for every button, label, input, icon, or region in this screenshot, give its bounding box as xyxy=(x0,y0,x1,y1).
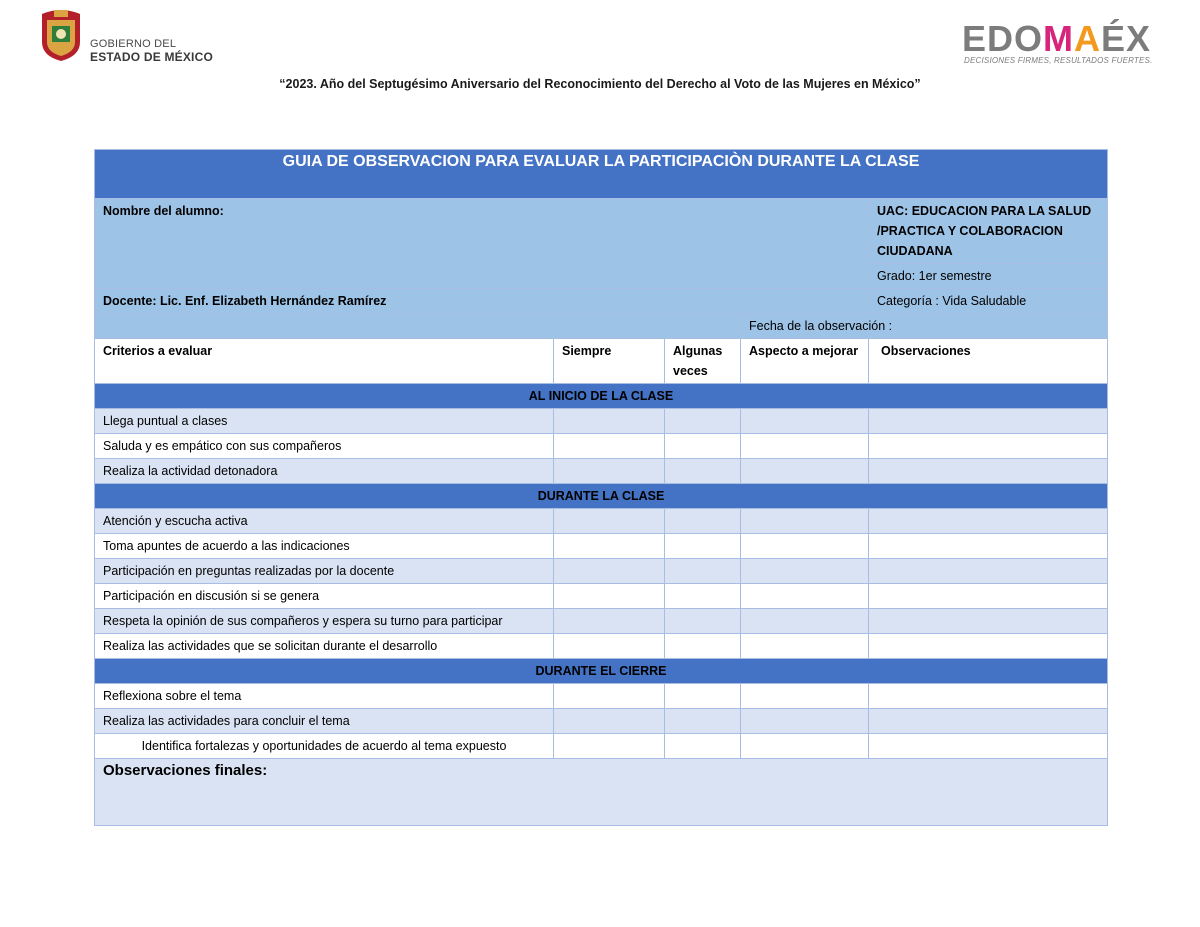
improve-cell[interactable] xyxy=(741,734,869,759)
observations-cell[interactable] xyxy=(869,709,1108,734)
improve-cell[interactable] xyxy=(741,609,869,634)
criterion-label: Respeta la opinión de sus compañeros y espera su turno para participar xyxy=(95,609,554,634)
sometimes-cell[interactable] xyxy=(665,509,741,534)
form-title-row xyxy=(95,150,1108,199)
observations-cell[interactable] xyxy=(869,434,1108,459)
table-row xyxy=(95,534,1108,559)
table-row xyxy=(95,684,1108,709)
sometimes-cell[interactable] xyxy=(665,709,741,734)
table-row xyxy=(95,634,1108,659)
section-header xyxy=(95,659,1108,684)
improve-cell[interactable] xyxy=(741,434,869,459)
always-cell[interactable] xyxy=(554,709,665,734)
edomex-logo xyxy=(962,20,1172,70)
criterion-label: Identifica fortalezas y oportunidades de acuerdo al tema expuesto xyxy=(95,734,554,759)
table-row xyxy=(95,409,1108,434)
table-row xyxy=(95,459,1108,484)
col-observations: Observaciones xyxy=(869,339,1108,384)
sometimes-cell[interactable] xyxy=(665,459,741,484)
criterion-label: Realiza las actividades para concluir el tema xyxy=(95,709,554,734)
col-improve: Aspecto a mejorar xyxy=(741,339,869,384)
table-row xyxy=(95,734,1108,759)
criterion-label: Realiza la actividad detonadora xyxy=(95,459,554,484)
category-label: Categoría : Vida Saludable xyxy=(869,289,1108,314)
observations-cell[interactable] xyxy=(869,584,1108,609)
table-row xyxy=(95,559,1108,584)
always-cell[interactable] xyxy=(554,434,665,459)
always-cell[interactable] xyxy=(554,609,665,634)
table-row xyxy=(95,434,1108,459)
improve-cell[interactable] xyxy=(741,634,869,659)
improve-cell[interactable] xyxy=(741,459,869,484)
sometimes-cell[interactable] xyxy=(665,559,741,584)
always-cell[interactable] xyxy=(554,584,665,609)
observation-date-field[interactable]: Fecha de la observación : xyxy=(741,314,1108,339)
sometimes-cell[interactable] xyxy=(665,409,741,434)
sometimes-cell[interactable] xyxy=(665,584,741,609)
section-title-start: AL INICIO DE LA CLASE xyxy=(95,384,1108,409)
always-cell[interactable] xyxy=(554,734,665,759)
government-logo xyxy=(38,8,238,66)
sometimes-cell[interactable] xyxy=(665,534,741,559)
table-row xyxy=(95,509,1108,534)
section-header xyxy=(95,484,1108,509)
criterion-label: Participación en preguntas realizadas por la docente xyxy=(95,559,554,584)
always-cell[interactable] xyxy=(554,409,665,434)
table-row xyxy=(95,709,1108,734)
improve-cell[interactable] xyxy=(741,684,869,709)
col-always: Siempre xyxy=(554,339,665,384)
final-observations-field[interactable]: Observaciones finales: xyxy=(95,759,1108,826)
criterion-label: Llega puntual a clases xyxy=(95,409,554,434)
column-header-row xyxy=(95,339,1108,384)
gov-line-2: ESTADO DE MÉXICO xyxy=(90,50,213,64)
observations-cell[interactable] xyxy=(869,734,1108,759)
brand-a: A xyxy=(1074,18,1102,59)
year-motto: “2023. Año del Septugésimo Aniversario del Reconocimiento del Derecho al Voto de las Mujeres en México” xyxy=(279,77,921,91)
uac-label: UAC: EDUCACION PARA LA SALUD /PRACTICA Y COLABORACION CIUDADANA xyxy=(869,199,1108,264)
criterion-label: Toma apuntes de acuerdo a las indicaciones xyxy=(95,534,554,559)
observations-cell[interactable] xyxy=(869,609,1108,634)
observations-cell[interactable] xyxy=(869,509,1108,534)
improve-cell[interactable] xyxy=(741,534,869,559)
always-cell[interactable] xyxy=(554,559,665,584)
sometimes-cell[interactable] xyxy=(665,684,741,709)
gov-line-1: GOBIERNO DEL xyxy=(90,38,177,50)
brand-slogan: DECISIONES FIRMES, RESULTADOS FUERTES. xyxy=(964,56,1153,65)
criterion-label: Participación en discusión si se genera xyxy=(95,584,554,609)
observations-cell[interactable] xyxy=(869,684,1108,709)
criterion-label: Saluda y es empático con sus compañeros xyxy=(95,434,554,459)
observations-cell[interactable] xyxy=(869,534,1108,559)
observation-guide-table xyxy=(94,149,1108,826)
sometimes-cell[interactable] xyxy=(665,634,741,659)
observations-cell[interactable] xyxy=(869,559,1108,584)
col-sometimes: Algunas veces xyxy=(665,339,741,384)
always-cell[interactable] xyxy=(554,534,665,559)
sometimes-cell[interactable] xyxy=(665,609,741,634)
form-title: GUIA DE OBSERVACION PARA EVALUAR LA PARTICIPACIÒN DURANTE LA CLASE xyxy=(95,150,1108,199)
col-criteria: Criterios a evaluar xyxy=(95,339,554,384)
date-spacer xyxy=(95,314,741,339)
section-title-during: DURANTE LA CLASE xyxy=(95,484,1108,509)
brand-prefix: EDO xyxy=(962,18,1044,59)
grade-label: Grado: 1er semestre xyxy=(869,264,1108,289)
sometimes-cell[interactable] xyxy=(665,434,741,459)
table-row xyxy=(95,609,1108,634)
always-cell[interactable] xyxy=(554,634,665,659)
improve-cell[interactable] xyxy=(741,559,869,584)
always-cell[interactable] xyxy=(554,684,665,709)
brand-m: M xyxy=(1043,18,1075,59)
criterion-label: Reflexiona sobre el tema xyxy=(95,684,554,709)
section-header xyxy=(95,384,1108,409)
criterion-label: Realiza las actividades que se solicitan durante el desarrollo xyxy=(95,634,554,659)
section-title-closing: DURANTE EL CIERRE xyxy=(95,659,1108,684)
observations-cell[interactable] xyxy=(869,409,1108,434)
always-cell[interactable] xyxy=(554,509,665,534)
improve-cell[interactable] xyxy=(741,409,869,434)
student-name-field[interactable]: Nombre del alumno: xyxy=(95,199,869,289)
observations-cell[interactable] xyxy=(869,459,1108,484)
coat-of-arms-icon xyxy=(38,8,84,62)
brand-suffix: ÉX xyxy=(1101,18,1152,59)
improve-cell[interactable] xyxy=(741,584,869,609)
criterion-label: Atención y escucha activa xyxy=(95,509,554,534)
always-cell[interactable] xyxy=(554,459,665,484)
improve-cell[interactable] xyxy=(741,509,869,534)
observations-cell[interactable] xyxy=(869,634,1108,659)
sometimes-cell[interactable] xyxy=(665,734,741,759)
table-row xyxy=(95,584,1108,609)
teacher-label: Docente: Lic. Enf. Elizabeth Hernández Ramírez xyxy=(95,289,869,314)
final-observations-row xyxy=(95,759,1108,826)
improve-cell[interactable] xyxy=(741,709,869,734)
